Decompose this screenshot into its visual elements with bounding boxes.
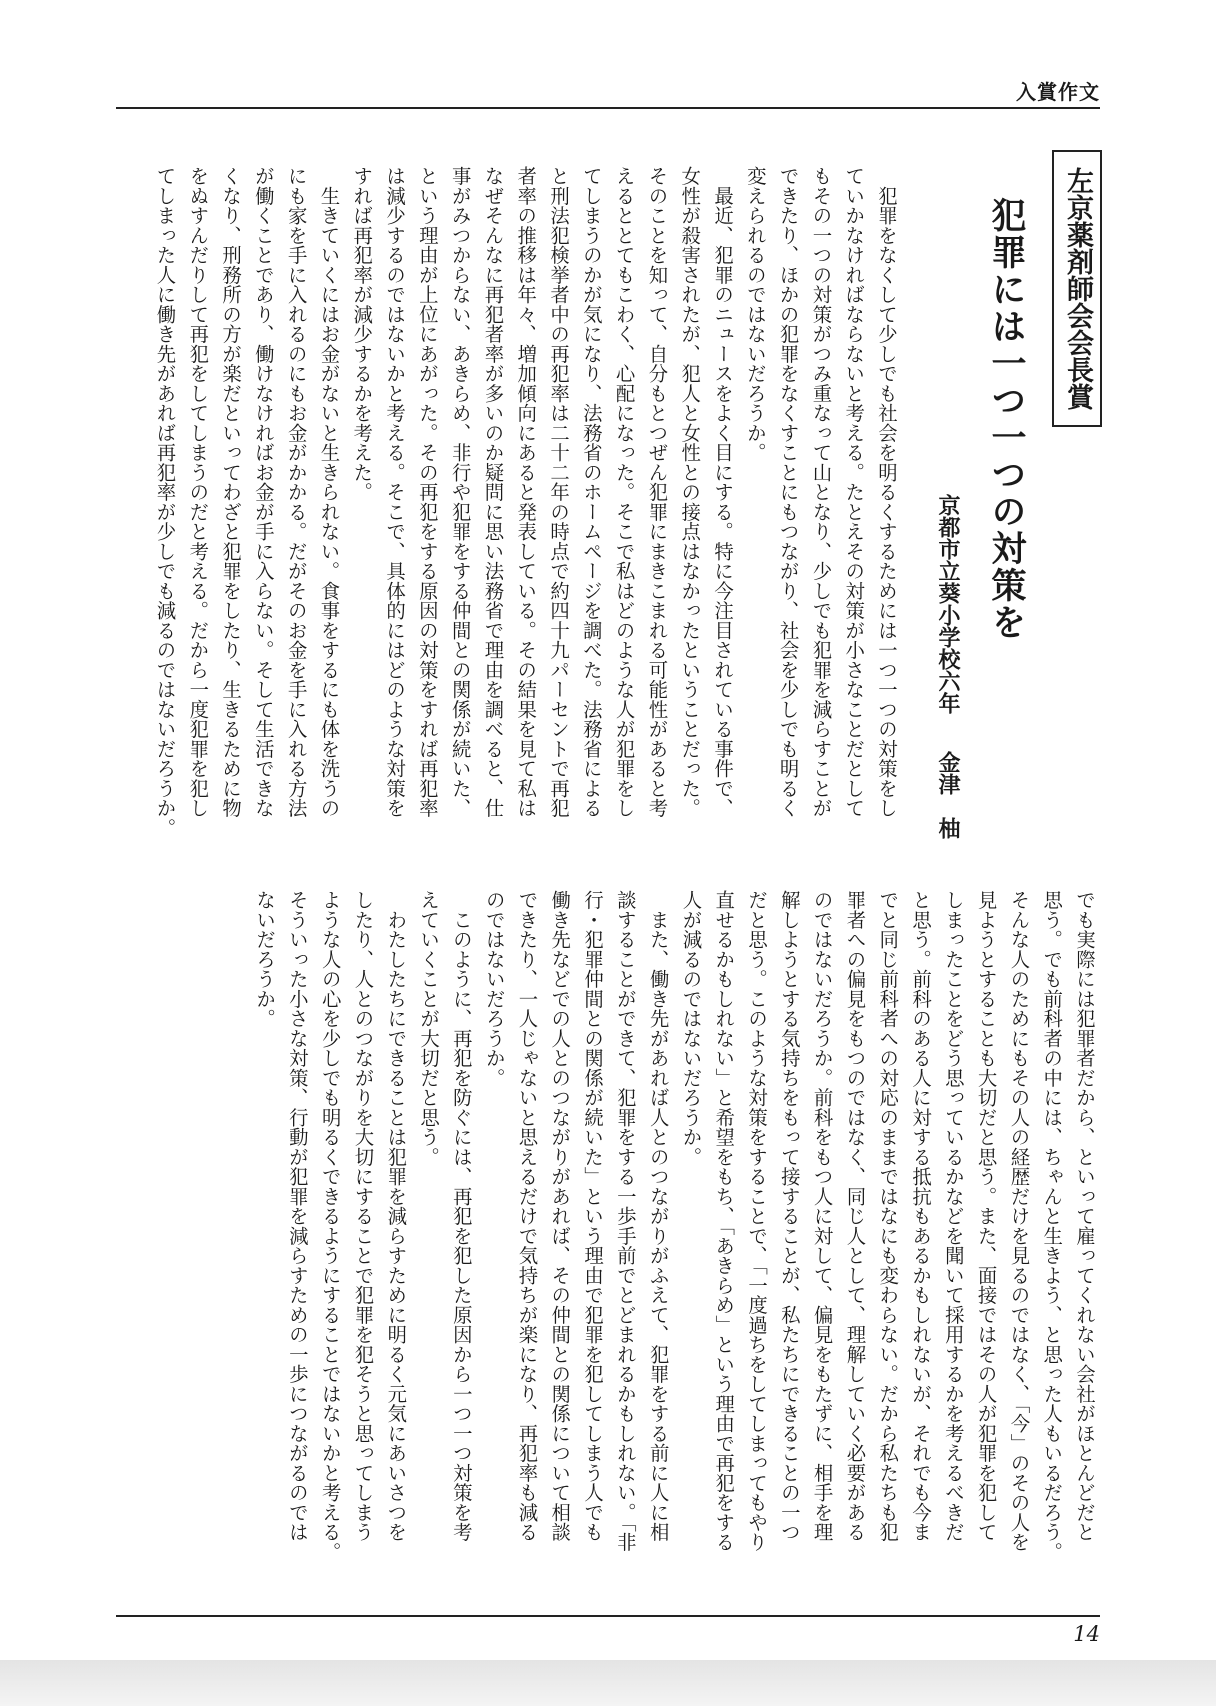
text-line: てしまうのかが気になり、法務省のホームページを調べた。法務省による — [579, 166, 603, 818]
text-line: と刑法犯検挙者中の再犯率は二十二年の時点で約四十九パーセントで再犯 — [547, 166, 571, 818]
text-line: そのことを知って、自分もとつぜん犯罪にまきこまれる可能性があると考 — [645, 166, 669, 818]
text-line: でと同じ前科者への対応のままではなにも変わらない。だから私たちも犯 — [876, 890, 900, 1542]
text-line: という理由が上位にあがった。その再犯をする原因の対策をすれば再犯率 — [415, 166, 439, 818]
text-line: のではないだろうか。 — [482, 890, 506, 1088]
text-line: ていかなければならないと考える。たとえその対策が小さなことだとして — [842, 166, 866, 818]
text-line: でも実際には犯罪者だから、といって雇ってくれない会社がほとんどだと — [1073, 890, 1096, 1542]
text-line: わたしたちにできることは犯罪を減らすために明るく元気にあいさつを — [384, 890, 408, 1542]
text-line: は減少するのではないかと考える。そこで、具体的にはどのような対策を — [383, 166, 407, 818]
text-line: えていくことが大切だと思う。 — [417, 890, 441, 1167]
text-line: だと思う。このような対策をすることで、「一度過ちをしてしまってもやり — [745, 890, 769, 1552]
text-line: そんな人のためにもその人の経歴だけを見るのではなく、「今」のその人を — [1007, 890, 1031, 1552]
text-line: したり、人とのつながりを大切にすることで犯罪を犯そうと思ってしまう — [351, 890, 375, 1542]
text-line: できたり、ほかの犯罪をなくすことにもつながり、社会を少しでも明るく — [776, 166, 800, 818]
text-line: そういった小さな対策、行動が犯罪を減らすための一歩につながるのでは — [285, 890, 309, 1542]
award-box — [1052, 150, 1102, 427]
body-text-bottom — [100, 890, 1100, 1595]
body-text-top — [0, 166, 902, 866]
footer-rule — [116, 1615, 1100, 1617]
text-line: にも家を手に入れるのにもお金がかかる。だがそのお金を手に入れる方法 — [284, 166, 308, 818]
essay-title: 犯罪には一つ一つの対策を — [986, 197, 1026, 641]
text-line: 行・犯罪仲間との関係が続いた」という理由で犯罪を犯してしまう人でも — [581, 890, 605, 1542]
text-line: 者率の推移は年々、増加傾向にあると発表している。その結果を見て私は — [514, 166, 538, 818]
text-line: 働き先などでの人とのつながりがあれば、その仲間との関係について相談 — [548, 890, 572, 1542]
section-label: 入賞作文 — [1016, 80, 1100, 104]
text-line: と思う。前科のある人に対する抵抗もあるかもしれないが、それでも今ま — [909, 890, 933, 1542]
page-shadow — [0, 1660, 1216, 1706]
text-line: ような人の心を少しでも明るくできるようにすることではないかと考える。 — [318, 890, 342, 1562]
text-line: 解しようとする気持ちをもって接することが、私たちにできることの一つ — [777, 890, 801, 1542]
author-line — [929, 494, 965, 839]
text-line: 直せるかもしれない」と希望をもち、「あきらめ」という理由で再犯をする — [712, 890, 736, 1552]
text-line: もその一つの対策がつみ重なって山となり、少しでも犯罪を減らすことが — [809, 166, 833, 818]
author-name: 金津 柚 — [935, 751, 960, 839]
text-line: ないだろうか。 — [253, 890, 277, 1029]
text-line: また、働き先があれば人とのつながりがふえて、犯罪をする前に人に相 — [646, 890, 670, 1542]
header-rule — [116, 107, 1100, 109]
text-line: 変えられるのではないだろうか。 — [743, 166, 767, 463]
page-number: 14 — [1073, 1622, 1100, 1646]
text-line: しまったことをどう思っているかなどを聞いて採用するかを考えるべきだ — [941, 890, 965, 1542]
text-line: 人が減るのではないだろうか。 — [679, 890, 703, 1167]
text-line: できたり、一人じゃないと思えるだけで気持ちが楽になり、再犯率も減る — [515, 890, 539, 1542]
text-line: が働くことであり、働けなければお金が手に入らない。そして生活できな — [251, 166, 275, 818]
text-line: 罪者への偏見をもつのではなく、同じ人として、理解していく必要がある — [843, 890, 867, 1542]
author-school: 京都市立葵小学校六年 — [935, 494, 960, 714]
text-line: 犯罪をなくして少しでも社会を明るくするためには一つ一つの対策をし — [875, 166, 898, 818]
text-line: 生きていくにはお金がないと生きられない。食事をするにも体を洗うの — [317, 166, 341, 818]
text-line: てしまった人に働き先があれば再犯率が少しでも減るのではないだろうか。 — [153, 166, 177, 838]
text-line: のではないだろうか。前科をもつ人に対して、偏見をもたずに、相手を理 — [810, 890, 834, 1542]
text-line: なぜそんなに再犯者率が多いのか疑問に思い法務省で理由を調べると、仕 — [481, 166, 505, 818]
text-line: をぬすんだりして再犯をしてしまうのだと考える。だから一度犯罪を犯し — [186, 166, 210, 818]
text-line: すれば再犯率が減少するかを考えた。 — [350, 166, 374, 502]
award-label: 左京薬剤師会会長賞 — [1062, 167, 1093, 410]
text-line: 見ようとすることも大切だと思う。また、面接ではその人が犯罪を犯して — [974, 890, 998, 1542]
text-line: 談することができて、犯罪をする一歩手前でとどまれるかもしれない。「非 — [613, 890, 637, 1552]
text-line: 最近、犯罪のニュースをよく目にする。特に今注目されている事件で、 — [711, 166, 735, 818]
text-line: 事がみつからない、あきらめ、非行や犯罪をする仲間との関係が続いた、 — [448, 166, 472, 818]
text-line: 思う。でも前科者の中には、ちゃんと生きよう、と思った人もいるだろう。 — [1040, 890, 1064, 1562]
text-line: このように、再犯を防ぐには、再犯を犯した原因から一つ一つ対策を考 — [449, 890, 473, 1542]
text-line: 女性が殺害されたが、犯人と女性との接点はなかったということだった。 — [678, 166, 702, 818]
text-line: えるととてもこわく、心配になった。そこで私はどのような人が犯罪をし — [612, 166, 636, 818]
text-line: くなり、刑務所の方が楽だといってわざと犯罪をしたり、生きるために物 — [219, 166, 243, 818]
